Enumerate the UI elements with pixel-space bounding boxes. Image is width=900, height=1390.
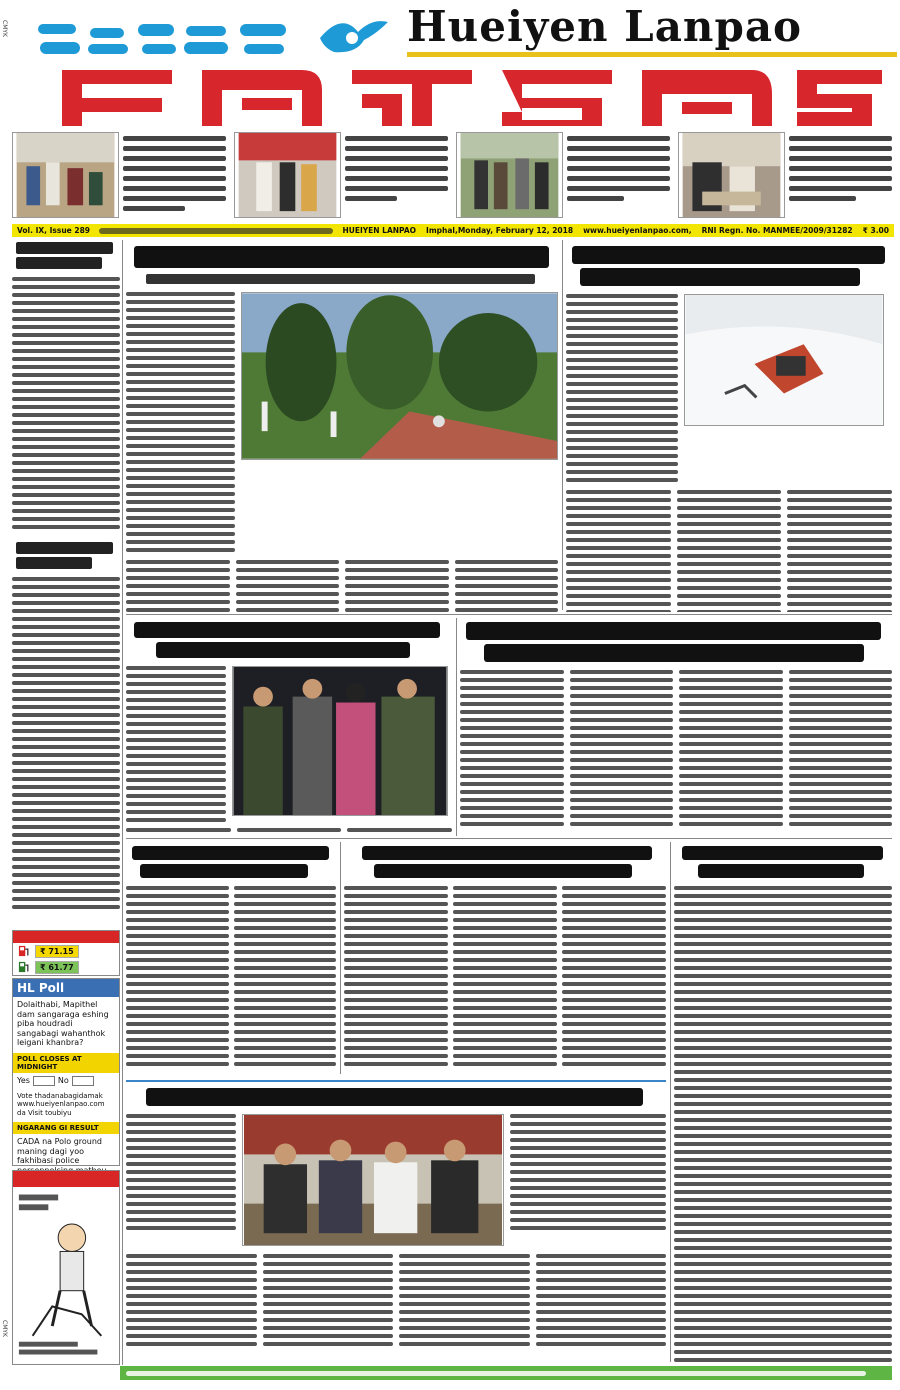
fuel-price-widget <box>12 930 120 976</box>
lead-story <box>126 240 558 612</box>
poll-result-title: NGARANG GI RESULT <box>13 1122 119 1134</box>
photo-strip-item <box>12 132 226 222</box>
fuel-price-heading <box>13 931 119 943</box>
cartoon-box <box>12 1170 120 1365</box>
right-middle-story <box>460 618 892 836</box>
poll-closes-note: POLL CLOSES AT MIDNIGHT <box>13 1053 119 1073</box>
right-story-photo-crash <box>684 294 884 426</box>
masthead-meitei-small-logo <box>34 18 304 62</box>
rni-number: RNI Regn. No. MANMEE/2009/31282 <box>701 226 853 235</box>
left-column-story-2 <box>12 540 120 925</box>
right-top-story <box>566 240 892 612</box>
issue-info-bar <box>12 224 894 237</box>
right-tall-story <box>674 842 892 1362</box>
masthead-english-title: Hueiyen Lanpao <box>407 2 803 51</box>
photo-strip-item <box>678 132 892 222</box>
fuel-pump-icon <box>17 960 31 974</box>
paper-name: HUEIYEN LANPAO <box>342 226 417 235</box>
poll-no-checkbox[interactable] <box>72 1076 94 1086</box>
left-column-story-1 <box>12 240 120 535</box>
footer-contact-bar <box>120 1366 892 1380</box>
masthead <box>12 0 892 130</box>
cartoon-heading <box>13 1171 119 1187</box>
poll-result-question: CADA na Polo ground maning dagi yoo fakhibasi police <box>17 1137 103 1166</box>
arrest-photo <box>232 666 448 816</box>
row3-story-2 <box>344 842 666 1078</box>
photo-strip-item <box>456 132 670 222</box>
news-photo <box>678 132 785 218</box>
poll-yes-label: Yes <box>17 1076 30 1086</box>
dateline: Imphal,Monday, February 12, 2018 <box>426 226 574 235</box>
poll-vote-instructions: Vote thadanabagidamak www.hueiyenlanpao.com da Visit toubiyu <box>17 1091 105 1117</box>
lead-story-photo-garden <box>241 292 558 460</box>
poll-no-label: No <box>57 1076 69 1086</box>
masthead-yellow-rule <box>407 52 897 57</box>
arrest-story <box>126 618 452 836</box>
photo-strip <box>12 132 892 222</box>
fuel-pump-icon <box>17 944 31 958</box>
registration-marks: CMYK <box>1 20 8 37</box>
poll-yes-checkbox[interactable] <box>33 1076 55 1086</box>
hl-poll-widget <box>12 978 120 1166</box>
website-link[interactable]: www.hueiyenlanpao.com, <box>583 226 692 235</box>
poll-title: HL Poll <box>13 979 119 997</box>
poll-question: Dolaithabi, Mapithel dam sangaraga eshing piba houdradi sangabagi wahanthok leigani khanbra? <box>17 1000 109 1048</box>
news-photo <box>234 132 341 218</box>
footer-contact-text <box>126 1371 866 1376</box>
editorial-cartoon <box>13 1187 119 1363</box>
news-photo <box>12 132 119 218</box>
dove-emblem-icon <box>312 8 392 64</box>
meitei-dateline <box>99 228 333 234</box>
row3-story-1 <box>126 842 336 1078</box>
diesel-price: ₹ 61.77 <box>35 961 79 974</box>
petrol-price: ₹ 71.15 <box>35 945 79 958</box>
news-photo <box>456 132 563 218</box>
cover-price: ₹ 3.00 <box>862 226 889 235</box>
volume-issue: Vol. IX, Issue 289 <box>17 226 91 235</box>
masthead-meitei-large-logo <box>52 64 892 132</box>
registration-marks: CMYK <box>1 1320 8 1337</box>
photo-strip-item <box>234 132 448 222</box>
press-conference-photo <box>242 1114 504 1246</box>
bottom-story <box>126 1084 666 1364</box>
